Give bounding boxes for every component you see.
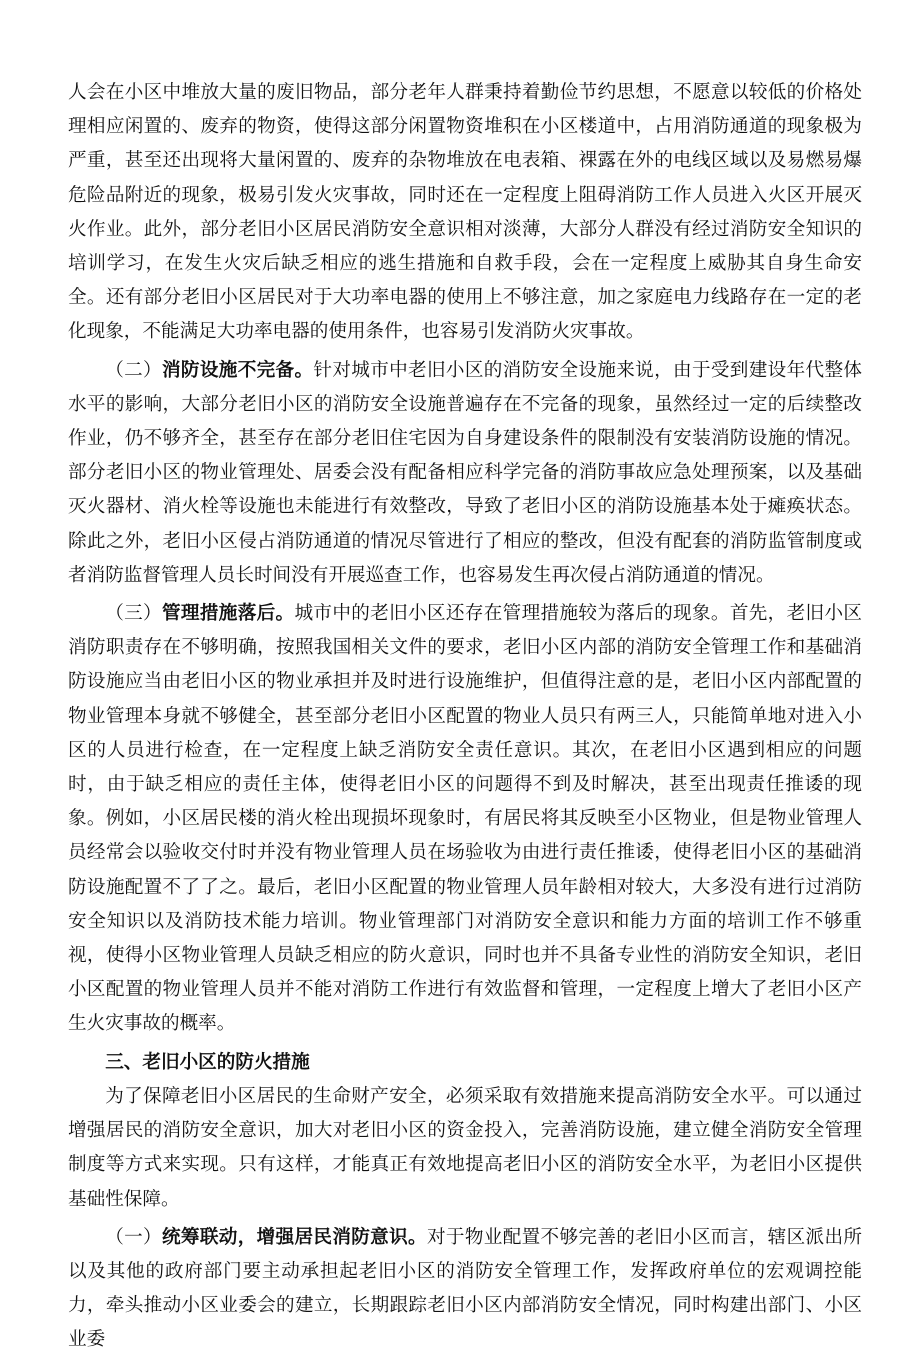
section-heading: 三、老旧小区的防火措施: [105, 1051, 310, 1073]
section-number: （一）: [105, 1226, 162, 1248]
section-number: （三）: [105, 603, 162, 625]
paragraph-continued: 人会在小区中堆放大量的废旧物品，部分老年人群秉持着勤俭节约思想，不愿意以较低的价格处理相应闲置的、废弃的物资，使得这部分闲置物资堆积在小区楼道中，占用消防通道的现象极为严重，甚至还出现将大量闲置的、废弃的杂物堆放在电表箱、裸露在外的电线区域以及易燃易爆危险品附近的现象，极易引发火灾事故，同时还在一定程度上阻碍消防工作人员进入火区开展灭火作业。此外，部分老旧小区居民消防安全意识相对淡薄，大部分人群没有经过消防安全知识的培训学习，在发生火灾后缺乏相应的逃生措施和自救手段，会在一定程度上威胁其自身生命安全。还有部分老旧小区居民对于大功率电器的使用上不够注意，加之家庭电力线路存在一定的老化现象，不能满足大功率电器的使用条件，也容易引发消防火灾事故。: [68, 82, 862, 343]
bold-lead-text: 统筹联动，增强居民消防意识。: [161, 1226, 427, 1248]
paragraph-coordination: [68, 1221, 862, 1358]
paragraph-body: 针对城市中老旧小区的消防安全设施来说，由于受到建设年代整体水平的影响，大部分老旧小区的消防安全设施普遍存在不完备的现象，虽然经过一定的后续整改作业，仍不够齐全，甚至存在部分老旧住宅因为自身建设条件的限制没有安装消防设施的情况。部分老旧小区的物业管理处、居委会没有配备相应科学完备的消防事故应急处理预案，以及基础灭火器材、消火栓等设施也未能进行有效整改，导致了老旧小区的消防设施基本处于瘫痪状态。除此之外，老旧小区侵占消防通道的情况尽管进行了相应的整改，但没有配套的消防监管制度或者消防监督管理人员长时间没有开展巡查工作，也容易发生再次侵占消防通道的情况。: [68, 359, 862, 586]
document-page: [68, 76, 862, 1358]
paragraph-body: 城市中的老旧小区还存在管理措施较为落后的现象。首先，老旧小区消防职责存在不够明确，按照我国相关文件的要求，老旧小区内部的消防安全管理工作和基础消防设施应当由老旧小区的物业承担并及时进行设施维护，但值得注意的是，老旧小区内部配置的物业管理本身就不够健全，甚至部分老旧小区配置的物业人员只有两三人，只能简单地对进入小区的人员进行检查，在一定程度上缺乏消防安全责任意识。其次，在老旧小区遇到相应的问题时，由于缺乏相应的责任主体，使得老旧小区的问题得不到及时解决，甚至出现责任推诿的现象。例如，小区居民楼的消火栓出现损坏现象时，有居民将其反映至小区物业，但是物业管理人员经常会以验收交付时并没有物业管理人员在场验收为由进行责任推诿，使得老旧小区的基础消防设施配置不了了之。最后，老旧小区配置的物业管理人员年龄相对较大，大多没有进行过消防安全知识以及消防技术能力培训。物业管理部门对消防安全意识和能力方面的培训工作不够重视，使得小区物业管理人员缺乏相应的防火意识，同时也并不具备专业性的消防安全知识，老旧小区配置的物业管理人员并不能对消防工作进行有效监督和管理，一定程度上增大了老旧小区产生火灾事故的概率。: [68, 603, 862, 1035]
paragraph-management: [68, 597, 862, 1042]
section-number: （二）: [105, 359, 162, 381]
paragraph-facilities: [68, 354, 862, 593]
paragraph-body: 对于物业配置不够完善的老旧小区而言，辖区派出所以及其他的政府部门要主动承担起老旧小区的消防安全管理工作，发挥政府单位的宏观调控能力，牵头推动小区业委会的建立，长期跟踪老旧小区内部消防安全情况，同时构建出部门、小区业委: [68, 1226, 862, 1351]
paragraph-intro: 为了保障老旧小区居民的生命财产安全，必须采取有效措施来提高消防安全水平。可以通过增强居民的消防安全意识，加大对老旧小区的资金投入，完善消防设施，建立健全消防安全管理制度等方式来实现。只有这样，才能真正有效地提高老旧小区的消防安全水平，为老旧小区提供基础性保障。: [68, 1085, 862, 1210]
bold-lead-text: 消防设施不完备。: [161, 359, 314, 381]
bold-lead-text: 管理措施落后。: [161, 603, 295, 625]
